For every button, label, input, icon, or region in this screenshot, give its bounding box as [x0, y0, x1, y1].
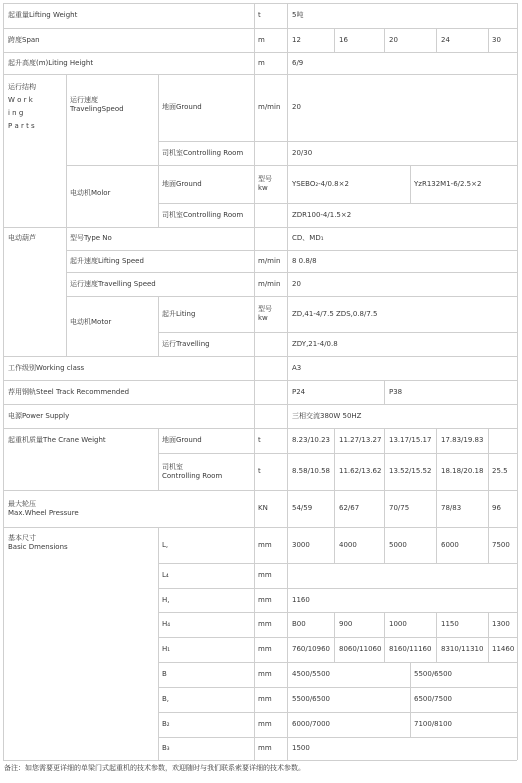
- cell-value: 8.23/10.23: [292, 436, 330, 444]
- grid-line: [410, 712, 411, 737]
- item-label: L₄: [162, 571, 169, 579]
- grid-line: [287, 3, 288, 760]
- grid-line: [158, 737, 517, 738]
- sub-label: 运行速度 TravelingSpeod: [70, 96, 124, 113]
- cell-value: 11460: [492, 645, 515, 653]
- item-label: 运行Travelling: [162, 340, 210, 348]
- grid-line: [436, 28, 437, 52]
- grid-line: [66, 74, 67, 356]
- cell-value: ZD,41-4/7.5 ZDS,0.8/7.5: [292, 310, 378, 318]
- grid-line: [158, 527, 159, 760]
- cell-value: 6000: [441, 541, 459, 549]
- cell-value: 78/83: [441, 504, 462, 512]
- grid-line: [158, 453, 517, 454]
- grid-line: [3, 527, 517, 528]
- unit-label: t: [258, 467, 261, 475]
- unit-label: mm: [258, 620, 272, 628]
- grid-line: [334, 527, 335, 563]
- cell-value: 8160/11160: [389, 645, 432, 653]
- cell-value: 20: [389, 36, 398, 44]
- cell-value: CD、MD₁: [292, 234, 324, 242]
- grid-line: [384, 490, 385, 527]
- cell-value: 13.17/15.17: [389, 436, 432, 444]
- sub-label: 运行速度Travelling Speed: [70, 280, 156, 288]
- item-label: B₂: [162, 720, 170, 728]
- item-label: 起升Liting: [162, 310, 196, 318]
- grid-line: [66, 165, 517, 166]
- cell-value: A3: [292, 364, 302, 372]
- grid-line: [3, 3, 4, 760]
- grid-line: [66, 296, 517, 297]
- cell-value: 1150: [441, 620, 459, 628]
- grid-line: [158, 141, 517, 142]
- cell-value: 900: [339, 620, 353, 628]
- cell-value: 7100/8100: [414, 720, 452, 728]
- grid-line: [158, 637, 517, 638]
- cell-value: 1300: [492, 620, 510, 628]
- grid-line: [488, 527, 489, 563]
- item-label: 司机室Controlling Room: [162, 149, 244, 157]
- cell-value: 5吨: [292, 11, 304, 19]
- item-label: B₃: [162, 744, 170, 752]
- unit-label: m/min: [258, 257, 281, 265]
- grid-line: [158, 296, 159, 356]
- cell-value: ZDY,21-4/0.8: [292, 340, 338, 348]
- grid-line: [410, 662, 411, 687]
- grid-line: [254, 428, 255, 760]
- group-label: 运行结构 W o r k i n g P a r t s: [8, 83, 36, 130]
- footnote: 备注：如您需要更详细的单梁门式起重机的技术参数，欢迎随时与我们联系索要详细的技术参数。: [4, 764, 305, 772]
- grid-line: [488, 428, 489, 453]
- cell-value: P24: [292, 388, 306, 396]
- unit-label: t: [258, 436, 261, 444]
- unit-label: 型号 kw: [258, 305, 272, 322]
- cell-value: 1160: [292, 596, 310, 604]
- grid-line: [384, 453, 385, 490]
- cell-value: 4000: [339, 541, 357, 549]
- cell-value: 4500/5500: [292, 670, 330, 678]
- cell-value: 7500: [492, 541, 510, 549]
- cell-value: 96: [492, 504, 501, 512]
- grid-line: [488, 490, 489, 527]
- grid-line: [384, 527, 385, 563]
- unit-label: mm: [258, 720, 272, 728]
- unit-label: mm: [258, 571, 272, 579]
- cell-value: 8 0.8/8: [292, 257, 317, 265]
- grid-line: [384, 380, 385, 404]
- grid-line: [410, 165, 411, 203]
- cell-value: ZDR100-4/1.5×2: [292, 211, 352, 219]
- grid-line: [334, 612, 335, 637]
- grid-line: [254, 3, 255, 356]
- grid-line: [3, 404, 517, 405]
- grid-line: [436, 637, 437, 662]
- grid-line: [436, 428, 437, 453]
- cell-value: 6/9: [292, 59, 304, 67]
- grid-line: [436, 527, 437, 563]
- grid-line: [384, 612, 385, 637]
- sub-label: 电动机Molor: [70, 189, 111, 197]
- cell-value: 6000/7000: [292, 720, 330, 728]
- cell-value: 1000: [389, 620, 407, 628]
- row-label: 起重量Lifting Weight: [8, 11, 78, 19]
- cell-value: 20: [292, 103, 301, 111]
- grid-line: [3, 227, 517, 228]
- cell-value: 760/10960: [292, 645, 330, 653]
- sub-label: 起升速度Lifting Speed: [70, 257, 144, 265]
- sub-label: 型号Type No: [70, 234, 112, 242]
- cell-value: 62/67: [339, 504, 360, 512]
- grid-line: [3, 356, 517, 357]
- unit-label: m/min: [258, 103, 281, 111]
- cell-value: 20/30: [292, 149, 313, 157]
- cell-value: 3000: [292, 541, 310, 549]
- grid-line: [3, 3, 517, 4]
- unit-label: mm: [258, 670, 272, 678]
- cell-value: YSEBO₂-4/0.8×2: [292, 180, 349, 188]
- grid-line: [158, 203, 517, 204]
- grid-line: [334, 637, 335, 662]
- row-label: 荐用钢轨Steel Track Recommended: [8, 388, 130, 396]
- unit-label: mm: [258, 645, 272, 653]
- grid-line: [158, 662, 517, 663]
- grid-line: [384, 428, 385, 453]
- cell-value: B00: [292, 620, 306, 628]
- item-label: 司机室 Controlling Room: [162, 463, 223, 480]
- grid-line: [158, 712, 517, 713]
- grid-line: [158, 687, 517, 688]
- row-label: 起升高度(m)Liting Height: [8, 59, 94, 67]
- grid-line: [3, 428, 517, 429]
- group-label: 基本尺寸 Basic Dmensions: [8, 534, 68, 551]
- grid-line: [384, 637, 385, 662]
- item-label: L,: [162, 541, 169, 549]
- cell-value: P38: [389, 388, 403, 396]
- grid-line: [334, 28, 335, 52]
- cell-value: 1500: [292, 744, 310, 752]
- unit-label: mm: [258, 541, 272, 549]
- item-label: 司机室Controlling Room: [162, 211, 244, 219]
- grid-line: [158, 612, 517, 613]
- cell-value: 70/75: [389, 504, 410, 512]
- cell-value: 17.83/19.83: [441, 436, 484, 444]
- row-label: 工作级别Working class: [8, 364, 85, 372]
- cell-value: 5500/6500: [292, 695, 330, 703]
- cell-value: YzR132M1-6/2.5×2: [414, 180, 482, 188]
- unit-label: 型号 kw: [258, 175, 272, 192]
- group-label: 电动葫芦: [8, 234, 36, 242]
- cell-value: 5500/6500: [414, 670, 452, 678]
- grid-line: [158, 74, 159, 227]
- grid-line: [3, 380, 517, 381]
- group-label: 起重机质量The Crane Weight: [8, 436, 106, 444]
- cell-value: 8310/11310: [441, 645, 484, 653]
- grid-line: [66, 272, 517, 273]
- cell-value: 18.18/20.18: [441, 467, 484, 475]
- grid-line: [436, 612, 437, 637]
- unit-label: t: [258, 11, 261, 19]
- grid-line: [3, 52, 517, 53]
- group-label: 最大轮压 Max.Wheel Pressure: [8, 500, 79, 517]
- grid-line: [334, 453, 335, 490]
- unit-label: KN: [258, 504, 268, 512]
- item-label: H₄: [162, 620, 171, 628]
- item-label: H₁: [162, 645, 171, 653]
- grid-line: [158, 428, 159, 490]
- grid-line: [436, 453, 437, 490]
- cell-value: 11.27/13.27: [339, 436, 382, 444]
- unit-label: mm: [258, 695, 272, 703]
- grid-line: [3, 760, 517, 761]
- grid-line: [158, 563, 517, 564]
- grid-line: [436, 490, 437, 527]
- grid-line: [488, 28, 489, 52]
- unit-label: mm: [258, 596, 272, 604]
- item-label: 地面Ground: [162, 103, 202, 111]
- row-label: 跨度Span: [8, 36, 40, 44]
- sub-label: 电动机Motor: [70, 318, 112, 326]
- cell-value: 20: [292, 280, 301, 288]
- grid-line: [334, 428, 335, 453]
- unit-label: m: [258, 36, 265, 44]
- grid-line: [254, 356, 255, 428]
- grid-line: [384, 28, 385, 52]
- grid-line: [3, 490, 517, 491]
- cell-value: 25.5: [492, 467, 508, 475]
- grid-line: [158, 588, 517, 589]
- item-label: H,: [162, 596, 170, 604]
- unit-label: m: [258, 59, 265, 67]
- cell-value: 三相交流380W 50HZ: [292, 412, 362, 420]
- grid-line: [517, 3, 518, 760]
- unit-label: m/min: [258, 280, 281, 288]
- cell-value: 16: [339, 36, 348, 44]
- grid-line: [3, 28, 517, 29]
- row-label: 电源Power Supply: [8, 412, 70, 420]
- grid-line: [488, 637, 489, 662]
- grid-line: [488, 612, 489, 637]
- cell-value: 30: [492, 36, 501, 44]
- cell-value: 11.62/13.62: [339, 467, 382, 475]
- item-label: 地面Ground: [162, 180, 202, 188]
- grid-line: [488, 453, 489, 490]
- unit-label: mm: [258, 744, 272, 752]
- cell-value: 6500/7500: [414, 695, 452, 703]
- grid-line: [334, 490, 335, 527]
- item-label: B: [162, 670, 167, 678]
- cell-value: 5000: [389, 541, 407, 549]
- cell-value: 13.52/15.52: [389, 467, 432, 475]
- cell-value: 54/59: [292, 504, 313, 512]
- item-label: 地面Ground: [162, 436, 202, 444]
- cell-value: 24: [441, 36, 450, 44]
- grid-line: [158, 332, 517, 333]
- grid-line: [66, 250, 517, 251]
- grid-line: [410, 687, 411, 712]
- item-label: B,: [162, 695, 170, 703]
- grid-line: [3, 74, 517, 75]
- cell-value: 8060/11060: [339, 645, 382, 653]
- cell-value: 12: [292, 36, 301, 44]
- cell-value: 8.58/10.58: [292, 467, 330, 475]
